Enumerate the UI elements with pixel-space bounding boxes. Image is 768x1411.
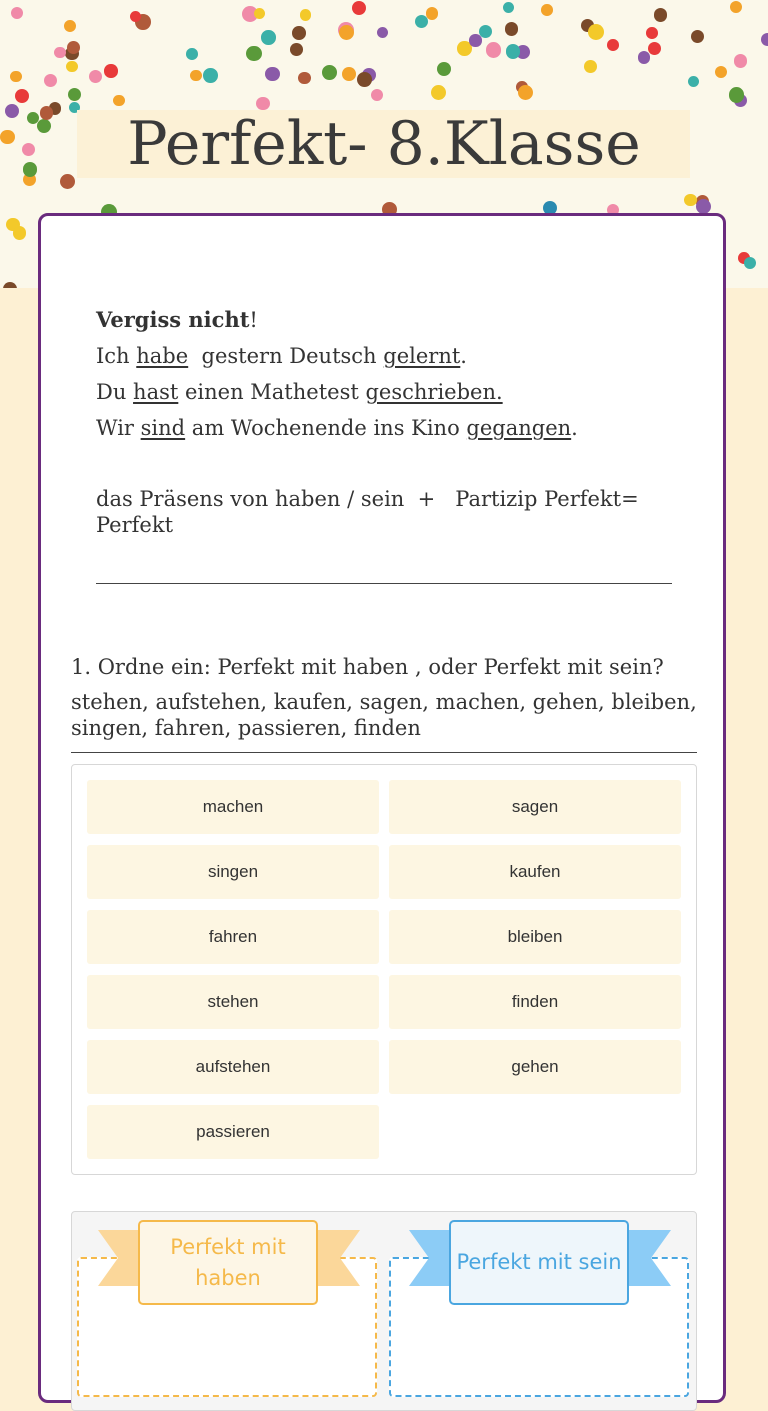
confetti-dot — [761, 33, 768, 46]
word-chip[interactable]: stehen — [87, 975, 379, 1029]
confetti-dot — [503, 2, 514, 13]
word-chip[interactable]: sagen — [389, 780, 681, 834]
note-line-3: Du hast einen Mathetest geschrieben. — [96, 380, 503, 404]
confetti-dot — [298, 72, 311, 85]
confetti-dot — [744, 257, 756, 269]
confetti-dot — [734, 54, 747, 67]
category-label-haben: Perfekt mit haben — [138, 1220, 318, 1305]
confetti-dot — [696, 199, 711, 214]
confetti-dot — [190, 70, 201, 81]
word-chip[interactable]: aufstehen — [87, 1040, 379, 1094]
divider-line — [71, 752, 697, 753]
confetti-dot — [292, 26, 306, 40]
confetti-dot — [431, 85, 446, 100]
confetti-dot — [203, 68, 218, 83]
confetti-dot — [469, 34, 481, 46]
confetti-dot — [584, 60, 597, 73]
confetti-dot — [68, 88, 81, 101]
confetti-dot — [371, 89, 383, 101]
confetti-dot — [130, 11, 141, 22]
confetti-dot — [254, 8, 265, 19]
participle: geschrieben. — [365, 380, 503, 404]
confetti-dot — [54, 47, 65, 58]
confetti-dot — [486, 42, 502, 58]
confetti-dot — [290, 43, 303, 56]
divider-line — [96, 583, 672, 584]
confetti-dot — [607, 39, 619, 51]
confetti-dot — [648, 42, 661, 55]
confetti-dot — [339, 25, 354, 40]
word-chip[interactable]: finden — [389, 975, 681, 1029]
confetti-dot — [3, 282, 17, 288]
confetti-dot — [261, 30, 275, 44]
confetti-dot — [15, 89, 29, 103]
question-word-list: stehen, aufstehen, kaufen, sagen, machen, gehen, bleiben, singen, fahren, passieren, finden — [71, 690, 697, 740]
confetti-dot — [67, 41, 80, 54]
confetti-dot — [426, 7, 439, 20]
confetti-dot — [186, 48, 198, 60]
confetti-dot — [265, 67, 280, 82]
participle: gelernt — [383, 344, 461, 368]
confetti-dot — [300, 9, 312, 21]
note-line-1: Vergiss nicht! — [96, 307, 258, 332]
formula-text: das Präsens von haben / sein + Partizip Perfekt= Perfekt — [96, 487, 646, 537]
auxiliary-verb: hast — [133, 380, 179, 404]
word-chip[interactable]: bleiben — [389, 910, 681, 964]
confetti-dot — [352, 1, 366, 15]
word-chip[interactable]: fahren — [87, 910, 379, 964]
auxiliary-verb: sind — [140, 416, 186, 440]
question-block — [71, 653, 711, 741]
auxiliary-verb: habe — [136, 344, 189, 368]
confetti-dot — [518, 85, 533, 100]
confetti-dot — [66, 61, 78, 73]
word-chip[interactable]: gehen — [389, 1040, 681, 1094]
confetti-dot — [342, 67, 356, 81]
category-label-sein: Perfekt mit sein — [449, 1220, 629, 1305]
confetti-dot — [357, 72, 372, 87]
confetti-dot — [415, 15, 428, 28]
confetti-dot — [588, 24, 604, 40]
participle: gegangen — [466, 416, 572, 440]
confetti-dot — [377, 27, 388, 38]
confetti-dot — [11, 7, 23, 19]
confetti-dot — [646, 27, 658, 39]
confetti-dot — [479, 25, 492, 38]
confetti-dot — [246, 46, 262, 62]
confetti-dot — [104, 64, 117, 77]
word-chip[interactable]: machen — [87, 780, 379, 834]
note-line-2: Ich habe gestern Deutsch gelernt. — [96, 344, 467, 368]
confetti-dot — [89, 70, 102, 83]
note-line-4: Wir sind am Wochenende ins Kino gegangen. — [96, 416, 578, 440]
confetti-dot — [505, 22, 518, 35]
confetti-dot — [13, 226, 26, 239]
confetti-dot — [322, 65, 337, 80]
confetti-dot — [638, 51, 651, 64]
confetti-dot — [10, 71, 22, 83]
confetti-dot — [654, 8, 668, 22]
confetti-dot — [541, 4, 553, 16]
confetti-dot — [64, 20, 76, 32]
page-title: Perfekt- 8.Klasse — [127, 109, 641, 179]
confetti-dot — [506, 44, 520, 58]
confetti-dot — [730, 1, 743, 14]
word-chip[interactable]: kaufen — [389, 845, 681, 899]
note-heading: Vergiss nicht — [96, 307, 250, 332]
word-chip[interactable]: singen — [87, 845, 379, 899]
grammar-note — [96, 302, 696, 446]
confetti-dot — [715, 66, 728, 79]
word-chip[interactable]: passieren — [87, 1105, 379, 1159]
question-prompt: 1. Ordne ein: Perfekt mit haben , oder Perfekt mit sein? — [71, 655, 664, 679]
confetti-dot — [684, 194, 697, 207]
confetti-dot — [437, 62, 451, 76]
confetti-dot — [688, 76, 699, 87]
confetti-dot — [44, 74, 57, 87]
confetti-dot — [691, 30, 704, 43]
